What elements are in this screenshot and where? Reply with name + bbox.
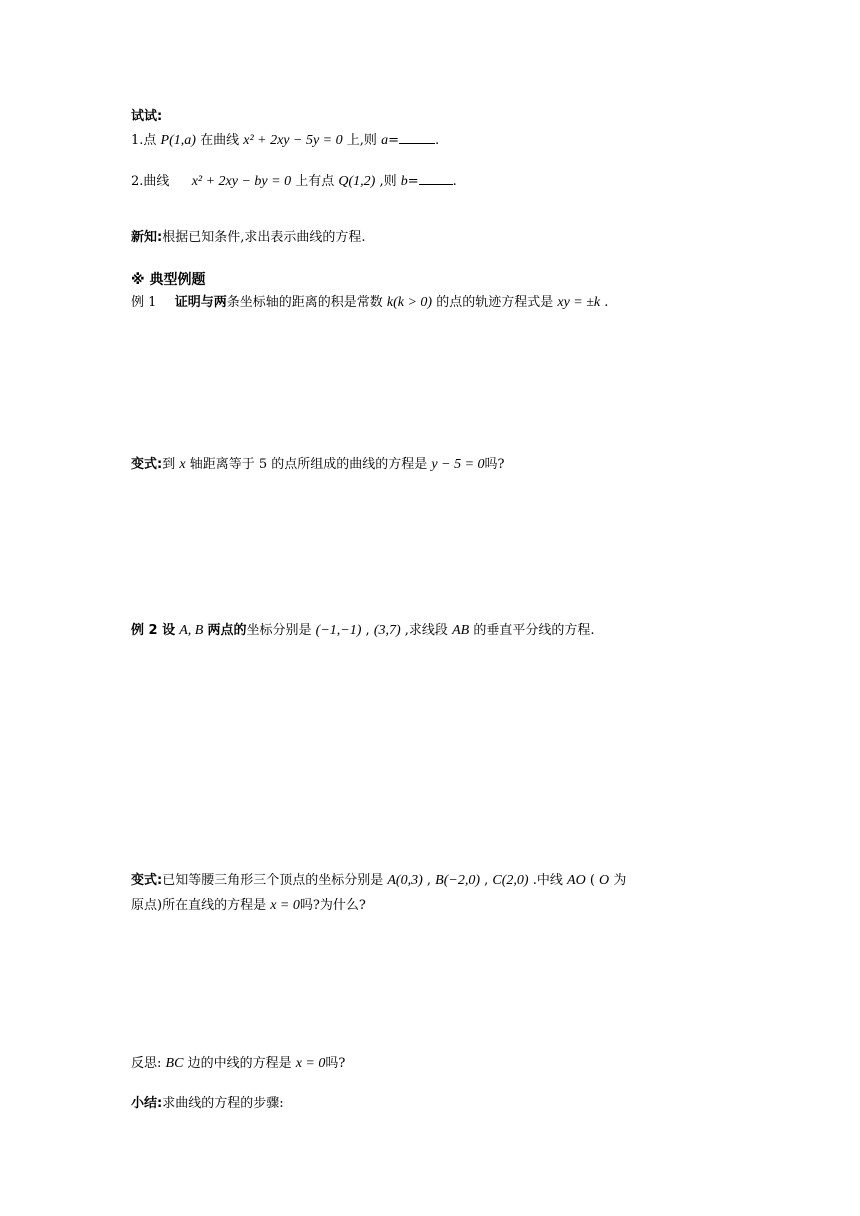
tryit-label: 试试:	[131, 109, 163, 124]
answer-blank-b[interactable]	[419, 172, 453, 185]
question-2: 2.曲线 x² + 2xy − by = 0 上有点 Q(1,2) ,则 b= .	[131, 174, 457, 189]
variant-1: 变式:到 x 轴距离等于 5 的点所组成的曲线的方程是 y − 5 = 0吗?	[131, 457, 505, 472]
variant-2-line-1: 变式:已知等腰三角形三个顶点的坐标分别是 A(0,3) , B(−2,0) , C(2,0) .中线 AO ( O 为	[131, 873, 627, 888]
summary: 小结:求曲线的方程的步骤:	[131, 1096, 284, 1111]
example-1: 例 1 证明与两条坐标轴的距离的积是常数 k(k > 0) 的点的轨迹方程式是 xy = ±k .	[131, 295, 609, 310]
reflection: 反思: BC 边的中线的方程是 x = 0吗?	[131, 1056, 346, 1071]
answer-blank-a[interactable]	[399, 131, 435, 144]
new-knowledge: 新知:根据已知条件,求出表示曲线的方程.	[131, 230, 366, 245]
point-q: Q(1,2)	[338, 174, 376, 189]
example-2: 例 2 设 A, B 两点的坐标分别是 (−1,−1) , (3,7) ,求线段 AB 的垂直平分线的方程.	[131, 623, 595, 638]
section-title: ※ 典型例题	[131, 272, 206, 288]
point-p: P(1,a)	[160, 133, 196, 148]
variant-2-line-2: 原点)所在直线的方程是 x = 0吗?为什么?	[131, 898, 366, 913]
curve-equation: x² + 2xy − 5y = 0	[243, 133, 343, 148]
curve-equation: x² + 2xy − by = 0	[191, 174, 292, 189]
question-1: 1.点 P(1,a) 在曲线 x² + 2xy − 5y = 0 上,则 a= .	[131, 133, 440, 148]
